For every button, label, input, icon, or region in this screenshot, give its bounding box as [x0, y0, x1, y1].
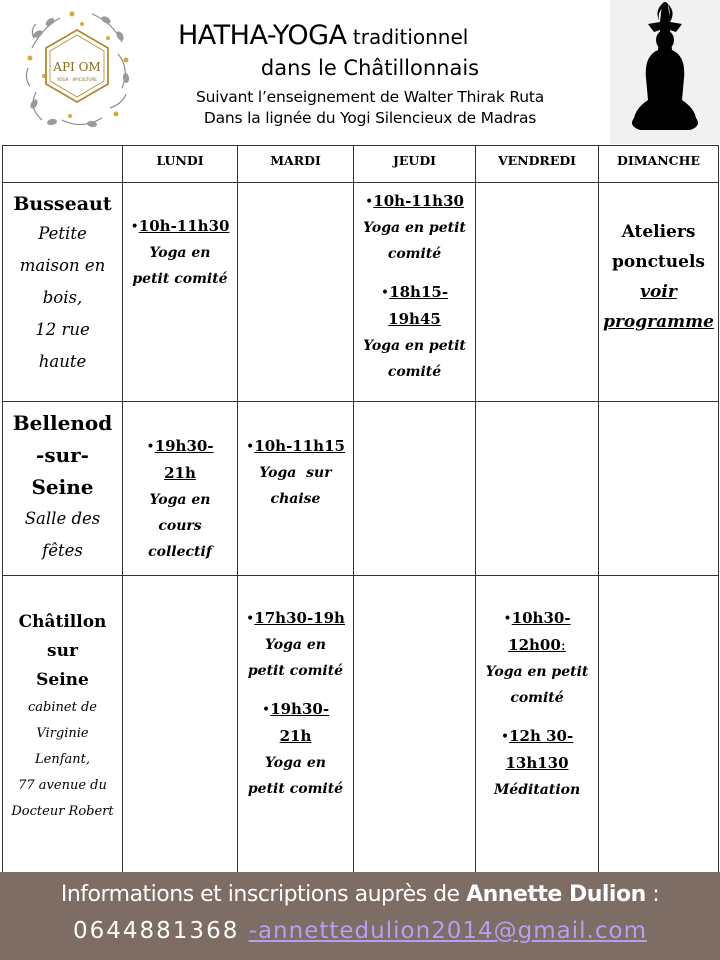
ateliers-ponctuels [599, 217, 718, 337]
slot-time: 21h [279, 727, 312, 745]
place-detail: haute [38, 352, 87, 371]
place-detail: Docteur Robert [11, 804, 114, 819]
voir-programme-link[interactable]: voir [640, 282, 677, 302]
slot-activity: Yoga en [265, 755, 326, 771]
main-title [178, 20, 468, 51]
slot-activity: comité [387, 246, 442, 262]
place-detail: 12 rue [35, 320, 90, 339]
contact-email-link[interactable]: -annettedulion2014@gmail.com [248, 918, 647, 944]
slot-bellenod-mardi: •10h-11h15 Yoga sur chaise [238, 433, 353, 512]
slot-bellenod-lundi: •19h30- 21h Yoga en cours collectif [123, 433, 237, 565]
slot-time: 19h45 [388, 310, 441, 328]
place-name: sur [47, 641, 78, 661]
slot-activity: cours [158, 518, 202, 534]
header-mardi: MARDI [270, 153, 321, 168]
contact-footer [0, 872, 720, 960]
subtitle-lineage: Suivant l’enseignement de Walter Thirak Ruta [195, 88, 545, 106]
header-jeudi: JEUDI [392, 153, 437, 168]
title-line2: dans le Châtillonnais [260, 56, 480, 80]
place-detail: cabinet de [28, 700, 97, 715]
voir-programme-link[interactable]: programme [603, 312, 714, 332]
slot-time: 10h-11h30 [138, 217, 230, 235]
slot-activity: Yoga en [265, 637, 326, 653]
slot-time: 12h00 [508, 636, 561, 654]
slot-busseaut-lundi: •10h-11h30 Yoga en petit comité [123, 213, 237, 292]
logo-tagline: YOGA - APICULTURE [57, 77, 97, 82]
place-detail: 77 avenue du [18, 778, 107, 793]
title-main: HATHA-YOGA [178, 20, 347, 51]
slot-time: 19h30- [154, 437, 214, 455]
slot-time: 12h 30- [509, 727, 574, 745]
slot-activity: comité [510, 690, 564, 706]
schedule-table [0, 145, 720, 872]
subtitle-tradition: Dans la lignée du Yogi Silencieux de Madras [203, 109, 537, 127]
place-detail: bois, [42, 288, 83, 307]
contact-intro: Informations et inscriptions auprès de [60, 882, 467, 907]
ateliers-line: Ateliers [621, 222, 696, 242]
place-detail: fêtes [42, 541, 83, 560]
contact-line [0, 882, 720, 907]
logo-text: API OM [53, 60, 101, 74]
header-vendredi: VENDREDI [497, 153, 577, 168]
place-detail: maison en [19, 256, 106, 275]
place-detail: Salle des [24, 509, 101, 528]
place-chatillon [3, 608, 122, 825]
place-name: Bellenod [12, 411, 113, 435]
header-lundi: LUNDI [156, 153, 204, 168]
slot-activity: comité [387, 364, 442, 380]
slot-chatillon-mardi: •17h30-19h Yoga en petit comité •19h30- 21h Yoga en petit comité [238, 605, 353, 802]
slot-time: 19h30- [270, 700, 330, 718]
yoga-pose-icon [610, 0, 720, 144]
slot-activity: petit comité [132, 271, 228, 287]
slot-time: 13h130 [505, 754, 569, 772]
slot-activity: Yoga en petit [363, 220, 466, 236]
slot-time: 10h-11h30 [373, 192, 464, 210]
slot-time: 17h30-19h [254, 609, 345, 627]
contact-name: Annette Dulion [466, 882, 646, 907]
slot-activity: Yoga sur [259, 465, 332, 481]
slot-activity: Yoga en petit [485, 664, 589, 680]
slot-time: 10h-11h15 [254, 437, 345, 455]
place-name: -sur- [36, 443, 89, 467]
contact-details [0, 918, 720, 944]
slot-activity: petit comité [247, 781, 344, 797]
place-name: Busseaut [13, 193, 112, 215]
place-detail: Lenfant, [35, 752, 90, 767]
title-rest: traditionnel [346, 25, 469, 49]
place-name: Châtillon [18, 612, 107, 632]
slot-busseaut-jeudi: •10h-11h30 Yoga en petit comité •18h15- 19h45 Yoga en petit comité [354, 188, 475, 385]
slot-activity: Yoga en petit [363, 338, 466, 354]
ateliers-line: ponctuels [612, 252, 705, 272]
slot-time-suffix: : [560, 636, 566, 654]
contact-colon: : [645, 882, 660, 907]
place-busseaut [3, 190, 122, 378]
header-dimanche: DIMANCHE [617, 153, 700, 168]
place-detail: Petite [38, 224, 87, 243]
place-name: Seine [31, 475, 94, 499]
slot-activity: petit comité [247, 663, 344, 679]
slot-activity: Méditation [493, 782, 581, 798]
slot-time: 10h30- [511, 609, 571, 627]
slot-time: 18h15- [389, 283, 449, 301]
slot-activity: chaise [270, 491, 321, 507]
slot-activity: collectif [148, 544, 212, 560]
slot-activity: Yoga en [149, 492, 211, 508]
place-bellenod [3, 407, 122, 567]
slot-chatillon-vendredi: •10h30- 12h00: Yoga en petit comité •12h 30- 13h130 Méditation [476, 605, 598, 803]
place-detail: Virginie [36, 726, 89, 741]
slot-time: 21h [164, 464, 196, 482]
place-name: Seine [36, 670, 89, 690]
slot-activity: Yoga en [149, 245, 211, 261]
contact-phone[interactable]: 0644881368 [73, 918, 249, 944]
